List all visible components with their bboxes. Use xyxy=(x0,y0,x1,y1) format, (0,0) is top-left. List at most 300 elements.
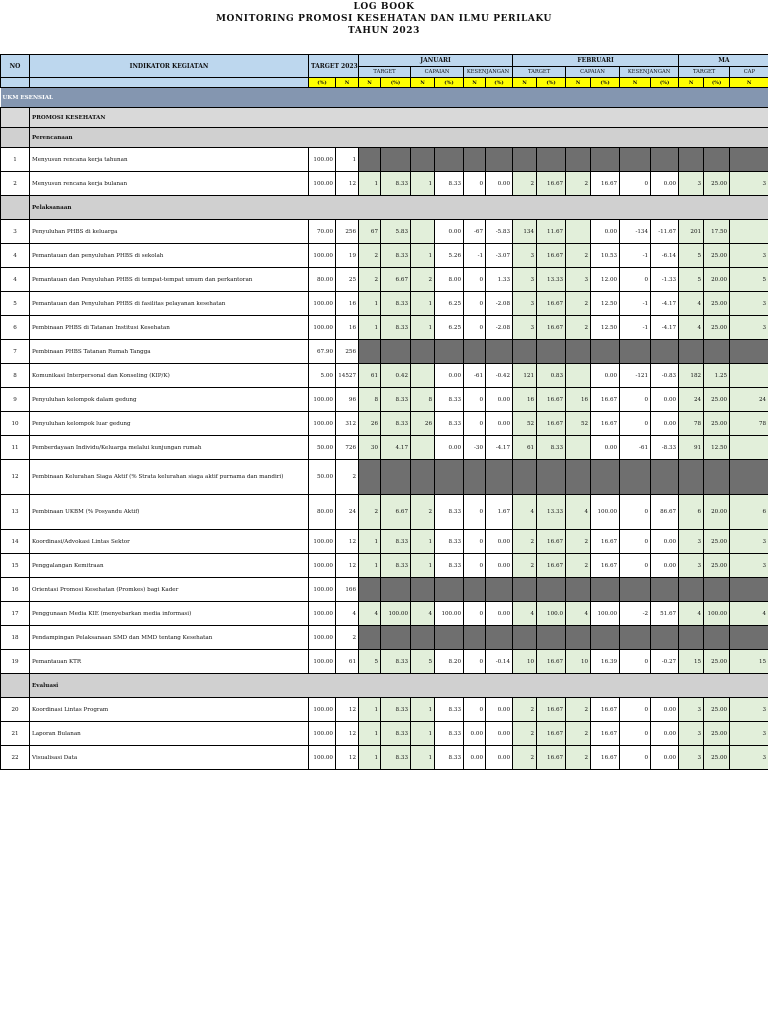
sub-target: TARGET xyxy=(513,67,566,78)
month-value: -4.17 xyxy=(651,292,679,316)
month-value-empty xyxy=(464,340,486,364)
month-value: 4 xyxy=(679,292,704,316)
month-value: 8.33 xyxy=(435,698,464,722)
target-percent: 100.00 xyxy=(309,388,336,412)
month-value: 51.67 xyxy=(651,602,679,626)
row-number: 8 xyxy=(1,364,30,388)
month-value: 4 xyxy=(513,495,537,530)
month-value-empty xyxy=(704,626,730,650)
month-value: 3 xyxy=(730,244,768,268)
month-value: 5 xyxy=(730,268,768,292)
month-value-empty xyxy=(411,148,435,172)
table-row xyxy=(1,650,768,674)
month-value: 1 xyxy=(359,172,381,196)
month-value: 1 xyxy=(359,316,381,340)
month-value: -121 xyxy=(620,364,651,388)
month-value: 26 xyxy=(411,412,435,436)
target-percent: 100.00 xyxy=(309,412,336,436)
month-value xyxy=(411,220,435,244)
month-value: 8.33 xyxy=(381,316,411,340)
target-n: 96 xyxy=(336,388,359,412)
month-value: 13.33 xyxy=(537,268,566,292)
month-value-empty xyxy=(513,340,537,364)
month-value: 100.00 xyxy=(591,602,620,626)
month-value-empty xyxy=(411,460,435,495)
month-value: 8 xyxy=(411,388,435,412)
month-value: 0.00 xyxy=(651,746,679,770)
row-number: 17 xyxy=(1,602,30,626)
col-indikator-header: INDIKATOR KEGIATAN xyxy=(30,55,309,78)
month-value: 0.00 xyxy=(435,436,464,460)
table-row xyxy=(1,698,768,722)
target-percent: 80.00 xyxy=(309,495,336,530)
month-value: 1 xyxy=(359,530,381,554)
month-value: 201 xyxy=(679,220,704,244)
month-value: 16.67 xyxy=(537,388,566,412)
unit-blank xyxy=(30,78,309,88)
month-value: -2.08 xyxy=(486,292,513,316)
month-value: 13.33 xyxy=(537,495,566,530)
month-value: -11.67 xyxy=(651,220,679,244)
month-value-empty xyxy=(464,578,486,602)
month-value: 100.00 xyxy=(704,602,730,626)
month-value-empty xyxy=(464,626,486,650)
month-value: 0.00 xyxy=(464,746,486,770)
target-percent: 100.00 xyxy=(309,746,336,770)
month-value-empty xyxy=(651,148,679,172)
month-value: 2 xyxy=(513,698,537,722)
month-value-empty xyxy=(651,626,679,650)
month-value xyxy=(566,436,591,460)
month-value: 3 xyxy=(679,554,704,578)
month-value: 4 xyxy=(730,602,768,626)
month-value: 1 xyxy=(411,292,435,316)
table-row xyxy=(1,292,768,316)
month-value: 100.00 xyxy=(435,602,464,626)
month-value: 8.33 xyxy=(381,698,411,722)
month-value: 0.00 xyxy=(486,554,513,578)
unit-label: N xyxy=(411,78,435,88)
unit-label: N xyxy=(730,78,768,88)
month-value: 12.00 xyxy=(591,268,620,292)
section-program-label: PROMOSI KESEHATAN xyxy=(30,108,768,128)
month-value-empty xyxy=(381,460,411,495)
month-value: 0.00 xyxy=(486,746,513,770)
month-value-empty xyxy=(486,148,513,172)
month-value: 0 xyxy=(464,698,486,722)
month-value: 2 xyxy=(513,746,537,770)
month-value-empty xyxy=(620,148,651,172)
month-value: 16.67 xyxy=(591,388,620,412)
indikator-name: Penggunaan Media KIE (menyebarkan media informasi) xyxy=(30,602,309,626)
month-value-empty xyxy=(435,148,464,172)
month-value: 10.53 xyxy=(591,244,620,268)
month-value: 6.67 xyxy=(381,268,411,292)
month-value-empty xyxy=(486,460,513,495)
month-value-empty xyxy=(566,578,591,602)
month-value: 0.00 xyxy=(651,412,679,436)
table-row xyxy=(1,244,768,268)
month-value: 0.00 xyxy=(486,602,513,626)
units-row xyxy=(1,78,768,88)
month-value-empty xyxy=(620,340,651,364)
month-value-empty xyxy=(537,578,566,602)
unit-label: (%) xyxy=(704,78,730,88)
target-n: 256 xyxy=(336,220,359,244)
row-number: 16 xyxy=(1,578,30,602)
sub-target: TARGET xyxy=(359,67,411,78)
month-value: 1 xyxy=(411,530,435,554)
month-value: 1 xyxy=(359,722,381,746)
month-value: 52 xyxy=(566,412,591,436)
section-pelaksanaan-label: Pelaksanaan xyxy=(30,196,768,220)
month-value: 16.67 xyxy=(537,412,566,436)
month-value-empty xyxy=(464,460,486,495)
month-value: 2 xyxy=(411,268,435,292)
header-row-months xyxy=(1,55,768,67)
month-value: 3 xyxy=(513,316,537,340)
month-value: 8.33 xyxy=(381,412,411,436)
indikator-name: Pembinaan PHBS Tatanan Rumah Tangga xyxy=(30,340,309,364)
month-value: 8.00 xyxy=(435,268,464,292)
month-value: 1 xyxy=(359,554,381,578)
month-value: 8.33 xyxy=(381,650,411,674)
month-value: 0 xyxy=(620,388,651,412)
target-n: 12 xyxy=(336,698,359,722)
table-row xyxy=(1,316,768,340)
table-row xyxy=(1,722,768,746)
month-value: 8.20 xyxy=(435,650,464,674)
section-pelaksanaan xyxy=(1,196,768,220)
month-value: 2 xyxy=(566,746,591,770)
month-value: 1 xyxy=(411,316,435,340)
month-value: 0.00 xyxy=(651,530,679,554)
month-value: 2 xyxy=(513,172,537,196)
month-value: 1 xyxy=(359,698,381,722)
month-value: 100.00 xyxy=(381,602,411,626)
month-value: 67 xyxy=(359,220,381,244)
month-value-empty xyxy=(704,148,730,172)
month-value: 1 xyxy=(411,746,435,770)
month-value: 25.00 xyxy=(704,388,730,412)
month-value: 0.00 xyxy=(651,554,679,578)
month-value xyxy=(566,364,591,388)
month-value: 3 xyxy=(730,172,768,196)
month-value-empty xyxy=(537,148,566,172)
month-value: 3 xyxy=(679,698,704,722)
month-value: 26 xyxy=(359,412,381,436)
indikator-name: Pembinaan PHBS di Tatanan Institusi Kesehatan xyxy=(30,316,309,340)
month-value: 3 xyxy=(513,268,537,292)
month-value-empty xyxy=(486,578,513,602)
target-n: 312 xyxy=(336,412,359,436)
sub-capaian: CAPAIAN xyxy=(411,67,464,78)
month-value: 12.50 xyxy=(591,316,620,340)
month-value: 5 xyxy=(679,244,704,268)
month-value: 24 xyxy=(679,388,704,412)
month-value-empty xyxy=(537,626,566,650)
month-value: 91 xyxy=(679,436,704,460)
month-value: 17.50 xyxy=(704,220,730,244)
row-number: 4 xyxy=(1,244,30,268)
month-value: 0 xyxy=(464,495,486,530)
indikator-name: Pemberdayaan Individu/Keluarga melalui kunjungan rumah xyxy=(30,436,309,460)
month-value: 0 xyxy=(620,746,651,770)
month-value: 2 xyxy=(566,292,591,316)
row-number: 11 xyxy=(1,436,30,460)
month-value: 16 xyxy=(513,388,537,412)
month-value-empty xyxy=(381,148,411,172)
month-value: 0.00 xyxy=(651,172,679,196)
month-value: -67 xyxy=(464,220,486,244)
table-row xyxy=(1,172,768,196)
sub-target: TARGET xyxy=(679,67,730,78)
row-number: 21 xyxy=(1,722,30,746)
table-row xyxy=(1,364,768,388)
month-value: 1.25 xyxy=(704,364,730,388)
month-value: -1 xyxy=(620,316,651,340)
month-value: 3 xyxy=(679,172,704,196)
month-value: 52 xyxy=(513,412,537,436)
month-value: 8.33 xyxy=(435,746,464,770)
month-value-empty xyxy=(730,148,768,172)
doc-title-line-1: LOG BOOK xyxy=(353,2,415,12)
target-percent: 100.00 xyxy=(309,316,336,340)
row-number: 9 xyxy=(1,388,30,412)
month-value: 0 xyxy=(620,530,651,554)
month-value-empty xyxy=(486,626,513,650)
target-percent: 100.00 xyxy=(309,722,336,746)
month-value: 25.00 xyxy=(704,172,730,196)
unit-label: (%) xyxy=(435,78,464,88)
month-value-empty xyxy=(486,340,513,364)
month-value: -1 xyxy=(620,244,651,268)
month-value: 2 xyxy=(566,722,591,746)
month-value: 0 xyxy=(620,268,651,292)
month-value: 2 xyxy=(513,530,537,554)
month-value-empty xyxy=(566,148,591,172)
month-value-empty xyxy=(620,626,651,650)
month-value: 0.00 xyxy=(486,172,513,196)
month-value: 25.00 xyxy=(704,554,730,578)
month-value: 25.00 xyxy=(704,244,730,268)
month-value: -0.42 xyxy=(486,364,513,388)
target-n: 4 xyxy=(336,602,359,626)
indikator-name: Laporan Bulanan xyxy=(30,722,309,746)
month-value: 25.00 xyxy=(704,722,730,746)
month-value: 4 xyxy=(411,602,435,626)
month-value-empty xyxy=(651,340,679,364)
table-row xyxy=(1,220,768,244)
section-no-cell xyxy=(1,108,30,128)
month-value: 25.00 xyxy=(704,316,730,340)
month-value: 8.33 xyxy=(537,436,566,460)
indikator-name: Pemantauan dan Penyuluhan PHBS di fasilitas pelayanan kesehatan xyxy=(30,292,309,316)
month-value-empty xyxy=(435,460,464,495)
month-value xyxy=(411,364,435,388)
month-value-empty xyxy=(620,460,651,495)
month-januari: JANUARI xyxy=(359,55,513,67)
month-value: -8.33 xyxy=(651,436,679,460)
target-n: 61 xyxy=(336,650,359,674)
month-value: 16 xyxy=(566,388,591,412)
month-value: 25.00 xyxy=(704,698,730,722)
month-value: -5.83 xyxy=(486,220,513,244)
month-value: 4.17 xyxy=(381,436,411,460)
month-value: 16.67 xyxy=(537,244,566,268)
month-value-empty xyxy=(513,626,537,650)
target-percent: 5.00 xyxy=(309,364,336,388)
month-value: 0 xyxy=(620,722,651,746)
unit-label: N xyxy=(679,78,704,88)
month-value-empty xyxy=(679,578,704,602)
target-percent: 100.00 xyxy=(309,530,336,554)
month-value: 1 xyxy=(411,554,435,578)
month-value: 8.33 xyxy=(435,554,464,578)
month-value: -1.33 xyxy=(651,268,679,292)
target-percent: 100.00 xyxy=(309,244,336,268)
target-n: 12 xyxy=(336,746,359,770)
month-value: 8.33 xyxy=(435,722,464,746)
month-value-empty xyxy=(730,626,768,650)
table-row xyxy=(1,388,768,412)
month-value: 0.00 xyxy=(486,412,513,436)
month-value: 10 xyxy=(566,650,591,674)
target-percent: 100.00 xyxy=(309,148,336,172)
section-ukm xyxy=(1,88,768,108)
row-number: 7 xyxy=(1,340,30,364)
month-value: 6 xyxy=(679,495,704,530)
month-value: 5.26 xyxy=(435,244,464,268)
target-percent: 100.00 xyxy=(309,172,336,196)
month-value: 25.00 xyxy=(704,746,730,770)
month-value: 0 xyxy=(620,412,651,436)
indikator-name: Pemantauan KTR xyxy=(30,650,309,674)
indikator-name: Pemantauan dan penyuluhan PHBS di sekolah xyxy=(30,244,309,268)
month-februari: FEBRUARI xyxy=(513,55,679,67)
month-value-empty xyxy=(513,148,537,172)
month-value-empty xyxy=(730,578,768,602)
table-row xyxy=(1,626,768,650)
month-value: 16.67 xyxy=(591,722,620,746)
row-number: 18 xyxy=(1,626,30,650)
month-value: 0.00 xyxy=(591,220,620,244)
indikator-name: Penggalangan Kemitraan xyxy=(30,554,309,578)
row-number: 4 xyxy=(1,268,30,292)
indikator-name: Visualisasi Data xyxy=(30,746,309,770)
month-value: 16.67 xyxy=(591,698,620,722)
month-value-empty xyxy=(435,626,464,650)
month-value: 0 xyxy=(464,412,486,436)
unit-label: (%) xyxy=(309,78,336,88)
month-value: 8.33 xyxy=(381,292,411,316)
month-value: 0 xyxy=(620,495,651,530)
table-row xyxy=(1,495,768,530)
row-number: 6 xyxy=(1,316,30,340)
row-number: 5 xyxy=(1,292,30,316)
month-value: 1 xyxy=(411,722,435,746)
month-value: -4.17 xyxy=(651,316,679,340)
target-percent: 100.00 xyxy=(309,292,336,316)
month-value: 3 xyxy=(513,244,537,268)
month-value: 8 xyxy=(359,388,381,412)
month-value: 8.33 xyxy=(435,388,464,412)
month-value: 61 xyxy=(359,364,381,388)
month-value-empty xyxy=(381,578,411,602)
month-value: -6.14 xyxy=(651,244,679,268)
month-value: 0 xyxy=(464,292,486,316)
unit-label: N xyxy=(336,78,359,88)
row-number: 2 xyxy=(1,172,30,196)
month-value: 15 xyxy=(730,650,768,674)
month-value: 182 xyxy=(679,364,704,388)
month-value-empty xyxy=(566,626,591,650)
month-value: 16.67 xyxy=(537,172,566,196)
month-value: -0.14 xyxy=(486,650,513,674)
month-value: 5 xyxy=(411,650,435,674)
month-value-empty xyxy=(411,340,435,364)
section-evaluasi xyxy=(1,674,768,698)
target-n: 2 xyxy=(336,626,359,650)
indikator-name: Menyusun rencana kerja tahunan xyxy=(30,148,309,172)
month-value: 8.33 xyxy=(435,530,464,554)
month-value: 0.00 xyxy=(435,220,464,244)
month-value: 2 xyxy=(566,698,591,722)
month-value-empty xyxy=(704,578,730,602)
month-value: -1 xyxy=(620,292,651,316)
month-value: 3 xyxy=(566,268,591,292)
month-value: 5 xyxy=(359,650,381,674)
month-value-empty xyxy=(651,578,679,602)
target-n: 16 xyxy=(336,292,359,316)
target-n: 25 xyxy=(336,268,359,292)
month-value: 0.00 xyxy=(486,698,513,722)
month-value: 16.67 xyxy=(537,698,566,722)
month-value: 8.33 xyxy=(381,388,411,412)
unit-label: N xyxy=(620,78,651,88)
month-value xyxy=(730,436,768,460)
month-value: 0 xyxy=(620,172,651,196)
month-value: 0.83 xyxy=(537,364,566,388)
month-value: 3 xyxy=(513,292,537,316)
month-value: 8.33 xyxy=(381,244,411,268)
month-value: 3 xyxy=(730,292,768,316)
row-number: 12 xyxy=(1,460,30,495)
table-row xyxy=(1,412,768,436)
unit-label: N xyxy=(464,78,486,88)
table-row xyxy=(1,530,768,554)
target-percent: 70.00 xyxy=(309,220,336,244)
month-value: 5 xyxy=(679,268,704,292)
month-value: 16.67 xyxy=(537,554,566,578)
target-percent: 100.00 xyxy=(309,578,336,602)
month-value: 16.67 xyxy=(537,722,566,746)
row-number: 15 xyxy=(1,554,30,578)
month-value: 5.83 xyxy=(381,220,411,244)
unit-label: N xyxy=(359,78,381,88)
sub-kesenjangan: KESENJANGAN xyxy=(464,67,513,78)
month-value: 3 xyxy=(730,722,768,746)
month-value: 3 xyxy=(679,722,704,746)
month-value: 20.00 xyxy=(704,268,730,292)
doc-title-line-2: MONITORING PROMOSI KESEHATAN DAN ILMU PERILAKU xyxy=(215,14,553,24)
month-value-empty xyxy=(566,340,591,364)
section-no-cell xyxy=(1,128,30,148)
logbook-table xyxy=(0,54,768,770)
month-value: 25.00 xyxy=(704,530,730,554)
month-value-empty xyxy=(381,626,411,650)
month-value: -4.17 xyxy=(486,436,513,460)
